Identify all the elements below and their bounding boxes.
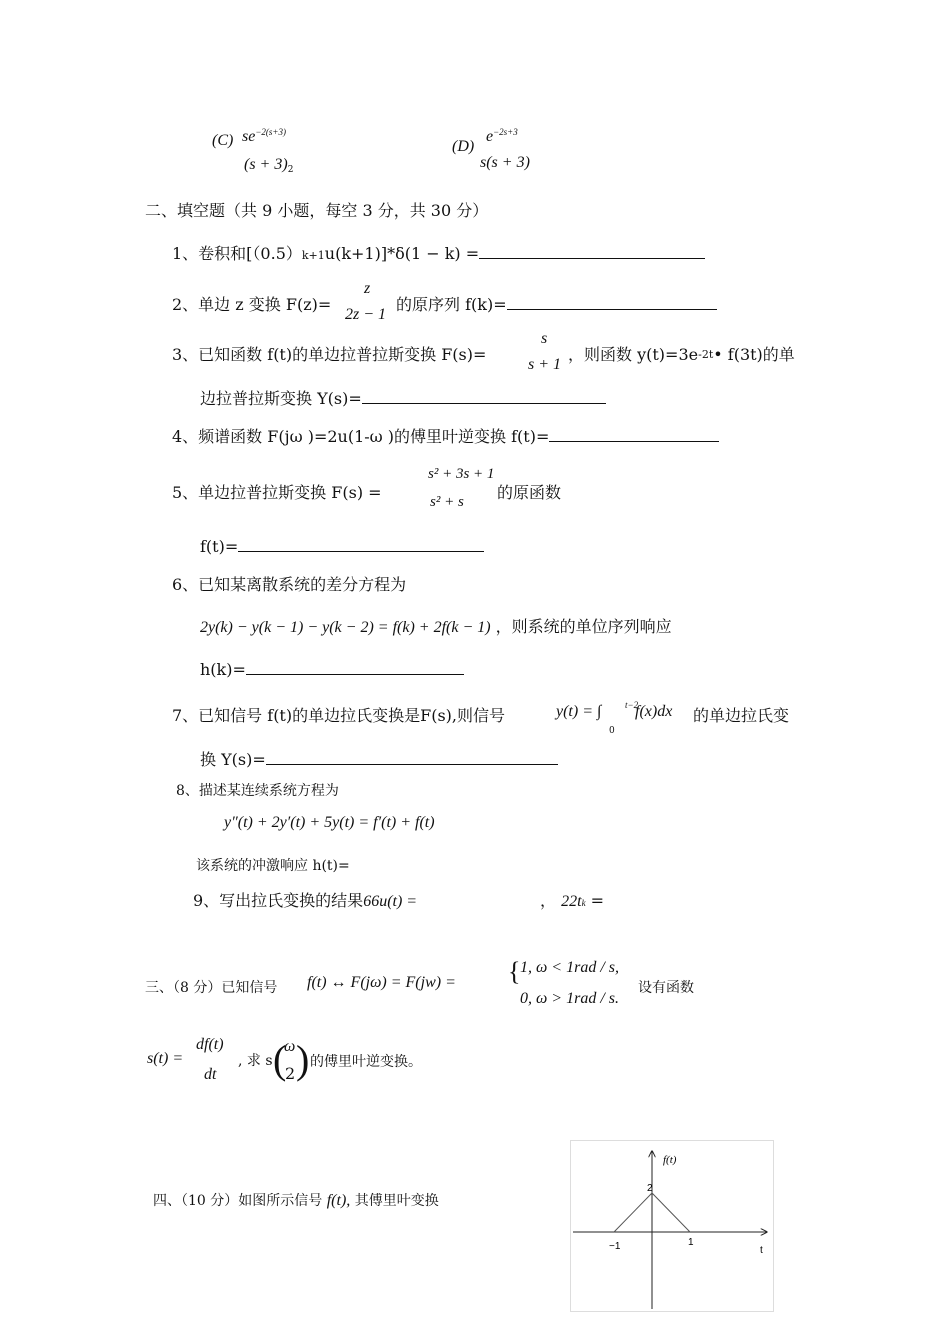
q5-line2 [200, 537, 484, 556]
section3-case1: 1, ω < 1rad / s, [520, 959, 619, 976]
q3-answer-blank[interactable] [362, 389, 606, 404]
option-c-numerator [242, 126, 286, 146]
section3-arg-num: ω [284, 1038, 296, 1055]
q5-post: 的原函数 [497, 483, 562, 502]
q7-eq: y(t) = ∫ [556, 703, 602, 720]
q8-line2: 该系统的冲激响应 h(t)= [196, 858, 350, 874]
q3-mid: ，则函数 y(t)=3e [568, 345, 699, 364]
q6-eq: 2y(k) − y(k − 1) − y(k − 2) = f(k) + 2f(k − 1) [200, 619, 491, 636]
option-c-label: (C) [212, 132, 234, 149]
q4 [172, 424, 719, 447]
q2-post: 的原序列 f(k)= [396, 295, 507, 314]
q2-pre: 2、单边 z 变换 F(z)= [172, 295, 332, 314]
q5-pre: 5、单边拉普拉斯变换 F(s) = [172, 483, 382, 502]
q3-num: s [541, 330, 548, 347]
section3-arg-den: 2 [285, 1064, 296, 1083]
option-c-num: se [242, 128, 256, 145]
q9-sep: ， [540, 891, 557, 910]
option-d-num-exp: −2s+3 [493, 127, 518, 137]
q3-post: • f(3t)的单 [713, 345, 795, 364]
section4-post: 其傅里叶变换 [354, 1193, 439, 1209]
q2-post-line [396, 292, 717, 315]
q2-num: z [364, 280, 371, 297]
q1-answer-blank[interactable] [479, 244, 705, 259]
section3-case2: 0, ω > 1rad / s. [520, 990, 619, 1007]
section2-heading: 二、填空题（共 9 小题，每空 3 分，共 30 分） [145, 201, 489, 220]
q4-answer-blank[interactable] [549, 427, 719, 442]
q9 [193, 888, 417, 911]
section3-paren-left: ( [273, 1037, 287, 1082]
q3-mid-line [568, 342, 795, 365]
option-c-den: (s + 3) [244, 156, 288, 173]
section3-line2-pre: s(t) = [147, 1050, 184, 1067]
q5-num: s² + 3s + 1 [428, 466, 495, 482]
option-c-num-exp: −2(s+3) [255, 127, 286, 137]
q7-upper: t−2 [625, 700, 639, 710]
right-tick-label: 1 [688, 1237, 694, 1248]
q1-sup: k+1 [301, 249, 325, 262]
section3-line2-num: df(t) [196, 1036, 224, 1053]
q9-expr2-post: = [590, 891, 605, 910]
option-d-num: e [486, 128, 494, 145]
left-tick-label: −1 [609, 1241, 621, 1252]
peak-label: 2 [647, 1183, 653, 1194]
section4 [153, 1190, 439, 1210]
q6-answer-blank[interactable] [246, 660, 464, 675]
y-axis-label: f(t) [663, 1154, 677, 1166]
q2-answer-blank[interactable] [507, 295, 717, 310]
q2-den: 2z − 1 [345, 306, 387, 323]
option-d [452, 136, 474, 156]
signal-figure [570, 1140, 774, 1312]
section3-post: 设有函数 [638, 980, 694, 996]
section4-text: 四、（10 分）如图所示信号 [153, 1193, 323, 1209]
q9-expr1: 66u(t) = [363, 893, 418, 910]
q3-sup: -2t [698, 348, 714, 361]
option-d-numerator [486, 126, 518, 146]
section3-brace: { [508, 957, 521, 986]
q6-line2-text: h(k)= [200, 660, 246, 679]
q6-text: 6、已知某离散系统的差分方程为 [172, 575, 407, 594]
q9-pre: 9、写出拉氏变换的结果 [193, 891, 364, 910]
option-d-denominator [480, 152, 530, 172]
section3-paren-right: ) [296, 1037, 310, 1082]
option-c [212, 130, 233, 150]
q7-post: 的单边拉氏变 [693, 706, 790, 725]
q9-expr2-sup: k [581, 898, 586, 908]
option-d-label: (D) [452, 138, 475, 155]
q3-den: s + 1 [528, 356, 562, 373]
section3-eq: f(t) ↔ F(jω) = F(jw) = [307, 974, 456, 991]
q8-eq: y″(t) + 2y′(t) + 5y(t) = f′(t) + f(t) [224, 814, 435, 831]
q7-line2 [200, 747, 558, 770]
q7-integrand: f(x)dx [635, 703, 673, 720]
q3-line2-text: 边拉普拉斯变换 Y(s)= [200, 389, 362, 408]
q3-line2 [200, 386, 606, 409]
section4-fx: f(t), [326, 1192, 351, 1209]
signal-plot [571, 1141, 773, 1311]
q1-post: u(k+1)]*δ(1 − k) = [324, 244, 480, 263]
q3-pre: 3、已知函数 f(t)的单边拉普拉斯变换 F(s)= [172, 345, 487, 364]
option-d-den: s(s + 3) [480, 154, 530, 171]
option-c-den-exp: 2 [287, 165, 294, 175]
q1 [172, 241, 705, 264]
section3-line2-den: dt [204, 1066, 217, 1083]
q6-eq-line [200, 614, 672, 637]
q8-text: 8、描述某连续系统方程为 [176, 783, 339, 799]
q5-answer-blank[interactable] [238, 537, 484, 552]
q5-den: s² + s [430, 494, 464, 510]
section3-pre: 三、（8 分）已知信号 [145, 980, 278, 996]
x-axis-label: t [760, 1245, 763, 1256]
q9-expr2: 22t [561, 893, 582, 910]
q1-pre: 1、卷积和[（0.5） [172, 244, 302, 263]
q7-line2-text: 换 Y(s)= [200, 750, 266, 769]
q5-line2-text: f(t)= [200, 537, 239, 556]
q9-part2 [540, 888, 604, 911]
q4-text: 4、频谱函数 F(jω )=2u(1-ω )的傅里叶逆变换 f(t)= [172, 427, 550, 446]
q7-answer-blank[interactable] [266, 750, 558, 765]
q6-line2 [200, 660, 464, 679]
q7-pre: 7、已知信号 f(t)的单边拉氏变换是F(s),则信号 [172, 706, 505, 725]
q6-post: ，则系统的单位序列响应 [495, 617, 672, 636]
section3-line2-mid: , 求 s [238, 1053, 273, 1069]
option-c-denominator [244, 154, 293, 175]
section3-line2-post: 的傅里叶逆变换。 [310, 1054, 422, 1070]
q7-lower: 0 [609, 726, 615, 736]
